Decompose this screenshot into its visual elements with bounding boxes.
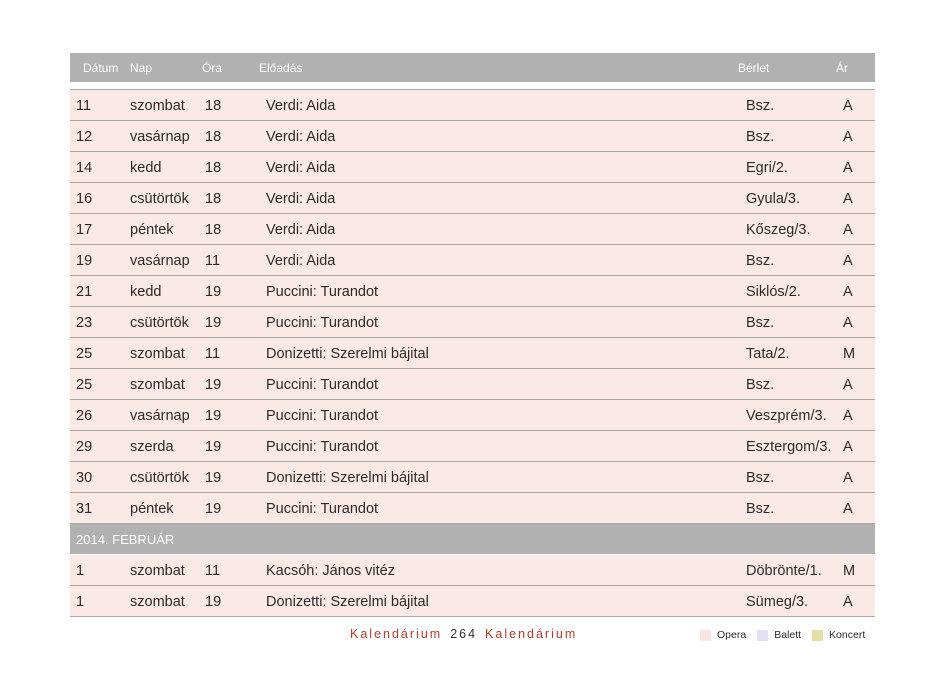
cell-hour: 19	[205, 501, 222, 517]
cell-hour: 19	[205, 594, 222, 610]
cell-performance: Puccini: Turandot	[266, 315, 379, 331]
legend-item-opera	[700, 629, 746, 641]
cell-subscription: Bsz.	[746, 470, 775, 486]
cell-price: A	[843, 98, 853, 114]
header-subscription: Bérlet	[738, 61, 770, 75]
month-heading	[70, 524, 875, 555]
cell-day: vasárnap	[130, 129, 190, 145]
cell-subscription: Bsz.	[746, 501, 775, 517]
table-row	[70, 586, 875, 617]
cell-performance: Donizetti: Szerelmi bájital	[266, 470, 429, 486]
legend-label-balett: Balett	[774, 629, 802, 641]
legend-swatch-koncert	[812, 630, 823, 641]
cell-subscription: Bsz.	[746, 315, 775, 331]
cell-date: 17	[76, 222, 93, 238]
cell-date: 29	[76, 439, 93, 455]
footer-left-label: Kalendárium	[350, 627, 443, 641]
legend-swatch-balett	[757, 630, 768, 641]
cell-hour: 18	[205, 98, 222, 114]
cell-performance: Verdi: Aida	[266, 191, 336, 207]
table-row	[70, 369, 875, 400]
cell-subscription: Bsz.	[746, 377, 775, 393]
cell-hour: 19	[205, 470, 222, 486]
cell-date: 23	[76, 315, 93, 331]
cell-day: csütörtök	[130, 470, 189, 486]
cell-subscription: Bsz.	[746, 129, 775, 145]
cell-date: 30	[76, 470, 93, 486]
legend-item-balett	[757, 629, 801, 641]
table-row	[70, 276, 875, 307]
cell-performance: Verdi: Aida	[266, 253, 336, 269]
page-footer	[350, 627, 577, 641]
cell-day: kedd	[130, 160, 162, 176]
cell-day: csütörtök	[130, 191, 189, 207]
table-row	[70, 462, 875, 493]
cell-subscription: Bsz.	[746, 98, 775, 114]
month-heading-label: 2014. FEBRUÁR	[76, 532, 175, 547]
cell-day: szombat	[130, 377, 185, 393]
cell-subscription: Bsz.	[746, 253, 775, 269]
cell-date: 31	[76, 501, 93, 517]
cell-price: A	[843, 470, 853, 486]
cell-hour: 19	[205, 439, 222, 455]
cell-performance: Donizetti: Szerelmi bájital	[266, 346, 429, 362]
cell-performance: Puccini: Turandot	[266, 408, 379, 424]
cell-date: 16	[76, 191, 93, 207]
header-price: Ár	[836, 61, 848, 75]
legend	[700, 629, 876, 641]
cell-date: 25	[76, 346, 93, 362]
cell-subscription: Gyula/3.	[746, 191, 800, 207]
cell-date: 12	[76, 129, 93, 145]
cell-price: A	[843, 594, 853, 610]
header-day: Nap	[130, 61, 153, 75]
table-row	[70, 214, 875, 245]
table-row	[70, 121, 875, 152]
cell-date: 26	[76, 408, 93, 424]
cell-subscription: Veszprém/3.	[746, 408, 827, 424]
cell-hour: 11	[205, 253, 221, 269]
table-row	[70, 431, 875, 462]
cell-subscription: Sümeg/3.	[746, 594, 809, 610]
cell-performance: Puccini: Turandot	[266, 284, 379, 300]
cell-hour: 11	[205, 563, 221, 579]
cell-date: 25	[76, 377, 93, 393]
header-performance: Előadás	[259, 61, 303, 75]
cell-hour: 19	[205, 284, 222, 300]
cell-performance: Puccini: Turandot	[266, 501, 379, 517]
cell-date: 11	[76, 98, 92, 114]
table-row	[70, 555, 875, 586]
cell-performance: Kacsóh: János vitéz	[266, 563, 395, 579]
cell-price: A	[843, 315, 853, 331]
cell-performance: Puccini: Turandot	[266, 377, 379, 393]
cell-subscription: Tata/2.	[746, 346, 790, 362]
table-row	[70, 493, 875, 524]
cell-price: A	[843, 501, 853, 517]
legend-label-koncert: Koncert	[829, 629, 866, 641]
cell-performance: Donizetti: Szerelmi bájital	[266, 594, 429, 610]
cell-performance: Verdi: Aida	[266, 98, 336, 114]
cell-price: A	[843, 160, 853, 176]
cell-hour: 18	[205, 191, 222, 207]
cell-price: A	[843, 439, 853, 455]
table-row	[70, 152, 875, 183]
cell-subscription: Siklós/2.	[746, 284, 801, 300]
cell-hour: 18	[205, 129, 222, 145]
cell-performance: Verdi: Aida	[266, 129, 336, 145]
cell-performance: Puccini: Turandot	[266, 439, 379, 455]
page-number: 264	[450, 627, 478, 641]
cell-price: A	[843, 284, 853, 300]
cell-day: szombat	[130, 346, 185, 362]
legend-item-koncert	[812, 629, 865, 641]
cell-subscription: Döbrönte/1.	[746, 563, 822, 579]
cell-subscription: Kőszeg/3.	[746, 222, 811, 238]
cell-subscription: Egri/2.	[746, 160, 788, 176]
cell-price: A	[843, 377, 853, 393]
table-row	[70, 183, 875, 214]
cell-price: A	[843, 191, 853, 207]
cell-date: 21	[76, 284, 93, 300]
cell-day: szerda	[130, 439, 174, 455]
cell-hour: 18	[205, 160, 222, 176]
header-date: Dátum	[83, 61, 119, 75]
legend-swatch-opera	[700, 630, 711, 641]
cell-hour: 19	[205, 377, 222, 393]
cell-hour: 19	[205, 315, 222, 331]
cell-day: csütörtök	[130, 315, 189, 331]
footer-right-label: Kalendárium	[485, 627, 578, 641]
cell-day: péntek	[130, 501, 174, 517]
cell-price: A	[843, 222, 853, 238]
cell-day: péntek	[130, 222, 174, 238]
header-gap	[70, 82, 875, 90]
cell-price: M	[843, 346, 856, 362]
cell-day: kedd	[130, 284, 162, 300]
cell-hour: 19	[205, 408, 222, 424]
cell-date: 14	[76, 160, 93, 176]
rows-february	[70, 555, 875, 617]
cell-date: 19	[76, 253, 93, 269]
table-row	[70, 307, 875, 338]
cell-hour: 11	[205, 346, 221, 362]
table-row	[70, 90, 875, 121]
table-header	[70, 53, 875, 82]
cell-price: M	[843, 563, 856, 579]
cell-day: szombat	[130, 594, 185, 610]
schedule-table	[70, 53, 875, 617]
rows-january	[70, 90, 875, 524]
cell-price: A	[843, 129, 853, 145]
cell-performance: Verdi: Aida	[266, 160, 336, 176]
cell-day: vasárnap	[130, 253, 190, 269]
legend-label-opera: Opera	[717, 629, 747, 641]
table-row	[70, 400, 875, 431]
cell-day: szombat	[130, 98, 185, 114]
cell-price: A	[843, 408, 853, 424]
cell-date: 1	[76, 594, 85, 610]
cell-hour: 18	[205, 222, 222, 238]
cell-subscription: Esztergom/3.	[746, 439, 832, 455]
cell-day: szombat	[130, 563, 185, 579]
cell-date: 1	[76, 563, 85, 579]
cell-day: vasárnap	[130, 408, 190, 424]
header-hour: Óra	[202, 61, 223, 75]
cell-price: A	[843, 253, 853, 269]
table-row	[70, 245, 875, 276]
cell-performance: Verdi: Aida	[266, 222, 336, 238]
table-row	[70, 338, 875, 369]
